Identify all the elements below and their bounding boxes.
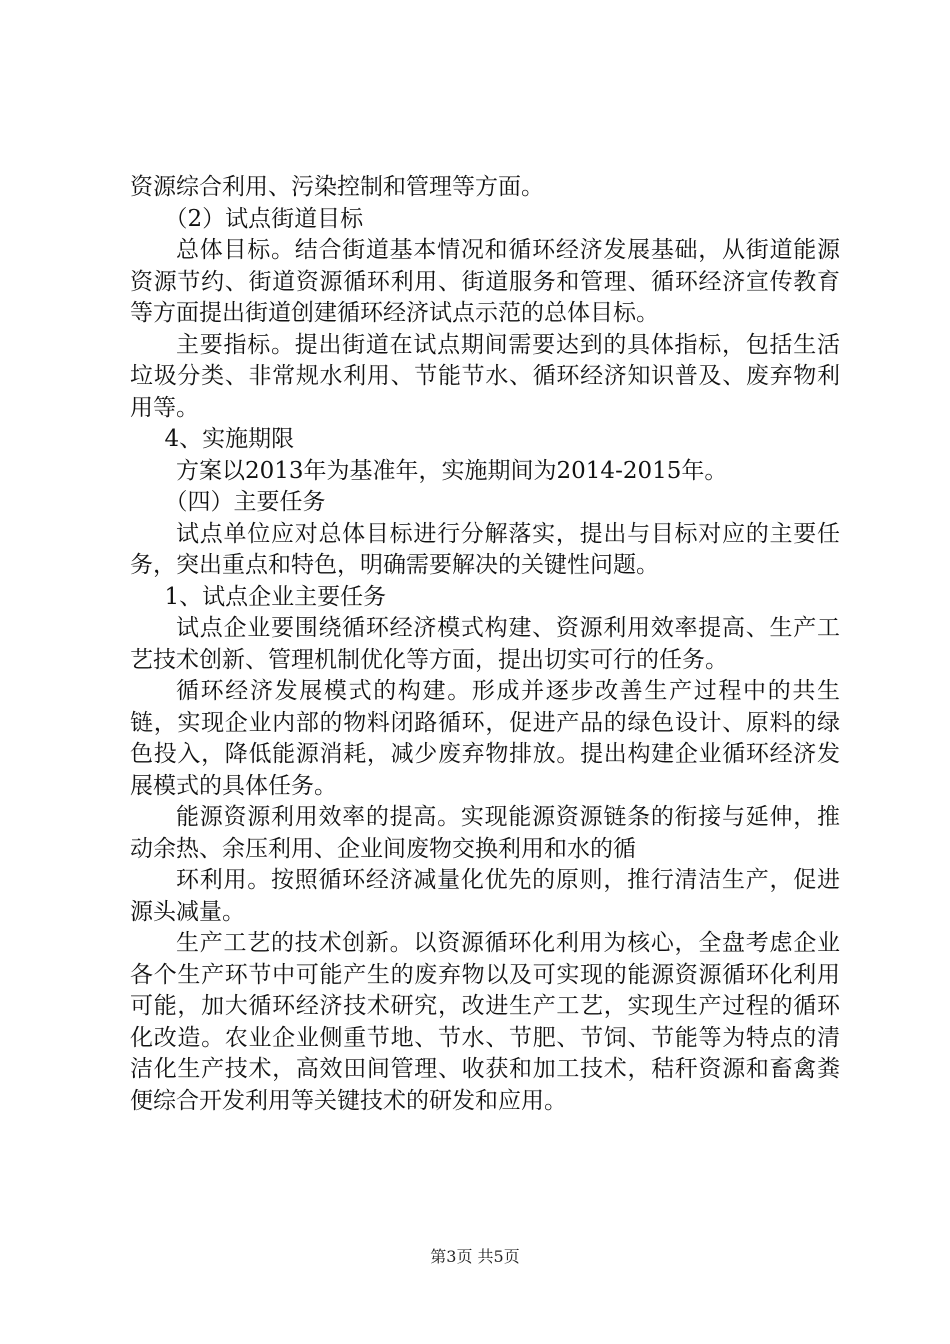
paragraph: 资源综合利用、污染控制和管理等方面。 (130, 174, 544, 200)
paragraph: 总体目标。结合街道基本情况和循环经济发展基础，从街道能源资源节约、街道资源循环利用、街道服务和管理、循环经济宣传教育等方面提出街道创建循环经济试点示范的总体目标。 (130, 237, 840, 326)
page-number-footer: 第3页 共5页 (430, 1247, 520, 1266)
paragraph: 主要指标。提出街道在试点期间需要达到的具体指标，包括生活垃圾分类、非常规水利用、节能节水、循环经济知识普及、废弃物利用等。 (130, 331, 840, 421)
paragraph: 生产工艺的技术创新。以资源循环化利用为核心，全盘考虑企业各个生产环节中可能产生的废弃物以及可实现的能源资源循环化利用可能，加大循环经济技术研究，改进生产工艺，实现生产过程的循环化改造。农业企业侧重节地、节水、节肥、节饲、节能等为特点的清洁化生产技术，高效田间管理、收获和加工技术，秸秆资源和畜禽粪便综合开发利用等关键技术的研发和应用。 (130, 930, 840, 1114)
heading-street-target: （2）试点街道目标 (164, 205, 364, 232)
heading-main-tasks: （四）主要任务 (164, 489, 326, 515)
paragraph: 循环经济发展模式的构建。形成并逐步改善生产过程中的共生链，实现企业内部的物料闭路循环，促进产品的绿色设计、原料的绿色投入，降低能源消耗，减少废弃物排放。提出构建企业循环经济发展模式的具体任务。 (130, 678, 840, 799)
paragraph: 试点企业要围绕循环经济模式构建、资源利用效率提高、生产工艺技术创新、管理机制优化等方面，提出切实可行的任务。 (130, 615, 840, 673)
paragraph: 环利用。按照循环经济减量化优先的原则，推行清洁生产，促进源头减量。 (130, 867, 840, 925)
body-text (130, 172, 840, 1117)
paragraph: 试点单位应对总体目标进行分解落实，提出与目标对应的主要任务，突出重点和特色，明确需要解决的关键性问题。 (130, 520, 840, 578)
paragraph: 能源资源利用效率的提高。实现能源资源链条的衔接与延伸，推动余热、余压利用、企业间废物交换利用和水的循 (130, 804, 840, 862)
paragraph: 方案以2013年为基准年，实施期间为2014-2015年。 (176, 457, 728, 484)
heading-period: 4、实施期限 (164, 426, 295, 452)
heading-enterprise-tasks: 1、试点企业主要任务 (164, 583, 387, 610)
